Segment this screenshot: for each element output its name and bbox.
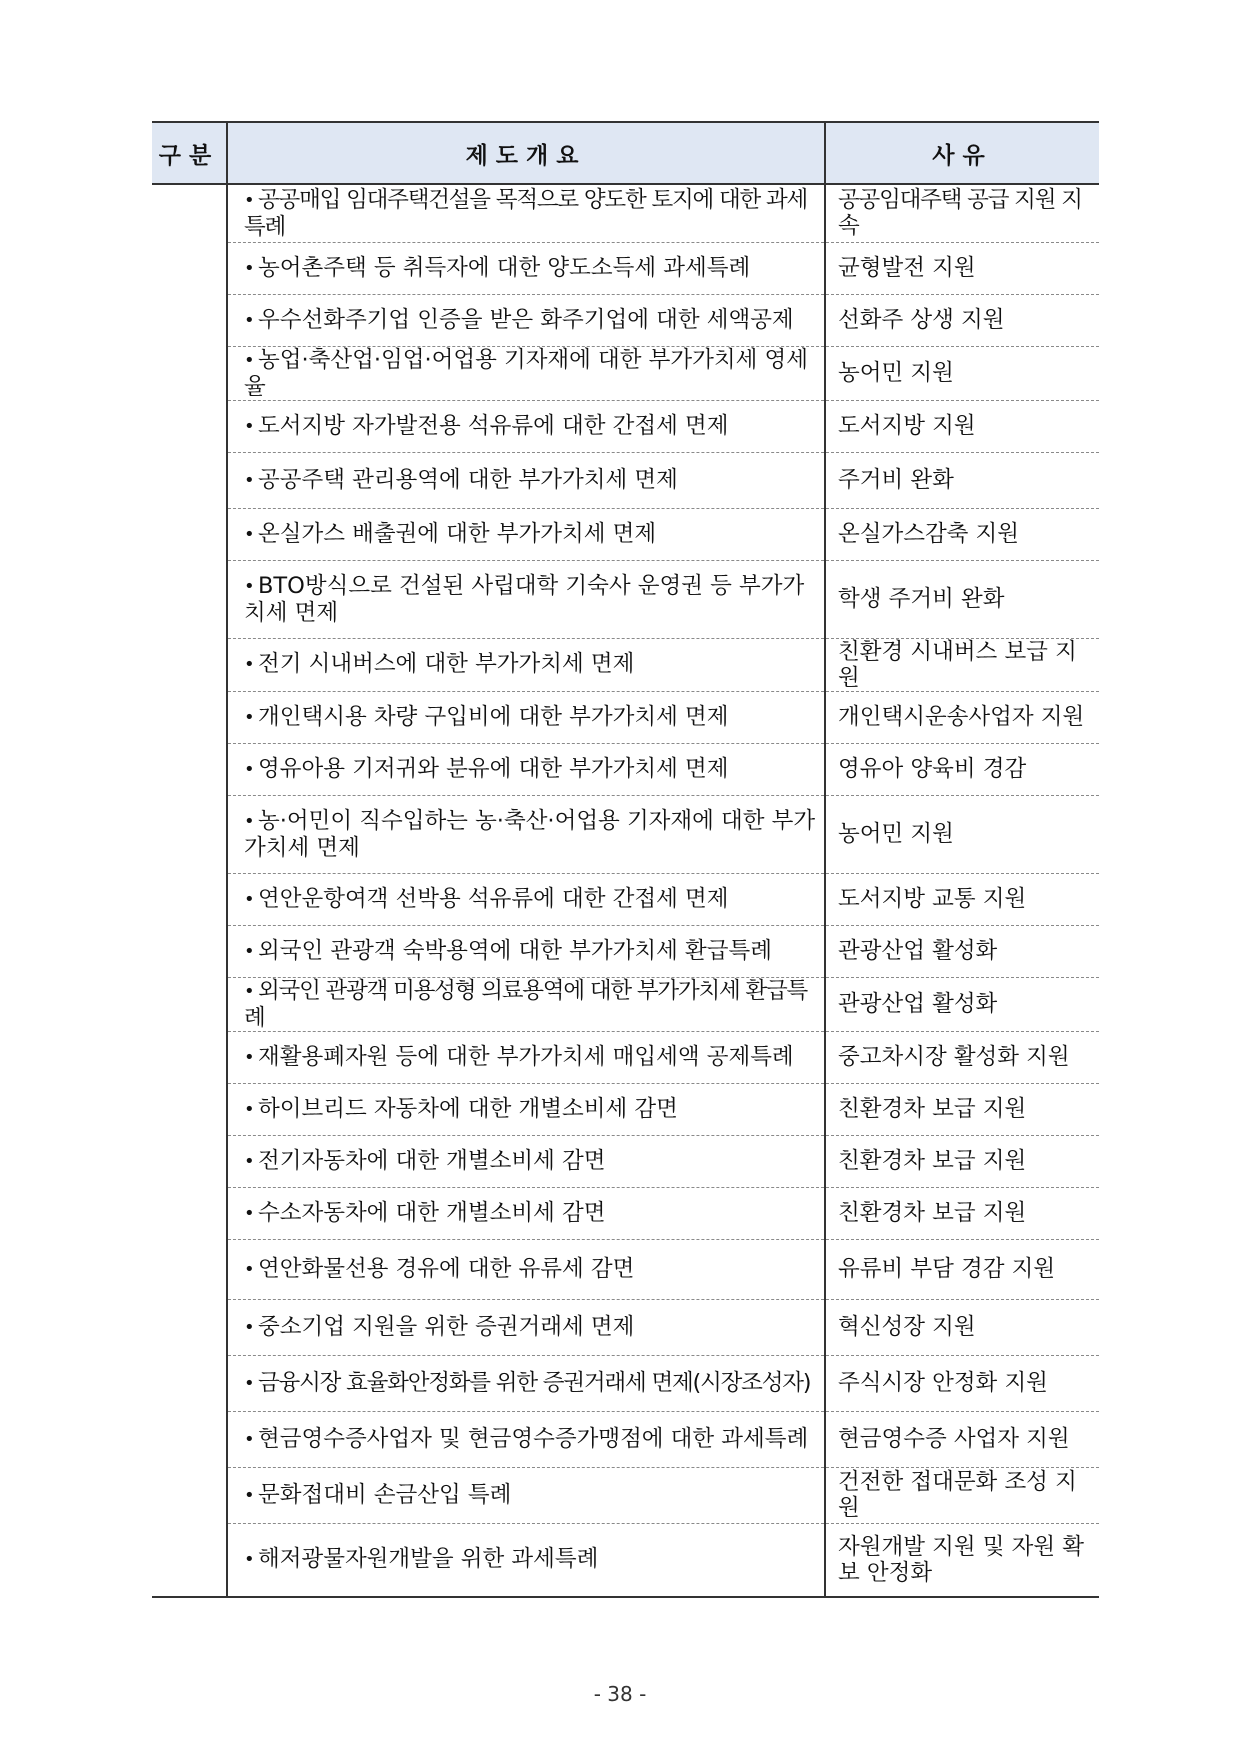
reason-text: 공공임대주택 공급 지원 지속 [838,187,1082,240]
table-row [152,242,1099,294]
table-row [152,1355,1099,1411]
reason-text: 유류비 부담 경감 지원 [838,1256,1056,1282]
bullet-icon: • [244,309,255,331]
bullet-icon: • [244,706,255,728]
reason-text: 친환경차 보급 지원 [838,1096,1027,1122]
reason-text: 학생 주거비 완화 [838,586,1005,612]
bullet-icon: • [244,257,255,279]
reason-cell [825,346,1099,400]
overview-cell [227,1031,825,1083]
reason-cell [825,242,1099,294]
bullet-icon: • [244,654,255,675]
overview-cell [227,1187,825,1239]
overview-text: 외국인 관광객 숙박용역에 대한 부가가치세 환급특례 [258,937,772,964]
table-row [152,925,1099,977]
bullet-icon: • [244,1098,255,1120]
overview-cell [227,1355,825,1411]
reason-cell [825,1187,1099,1239]
overview-text: 공공매입 임대주택건설을 목적으로 양도한 토지에 대한 과세특례 [244,186,808,240]
overview-cell [227,1467,825,1523]
bullet-icon: • [244,1046,255,1068]
overview-cell [227,1239,825,1299]
overview-text: 농어촌주택 등 취득자에 대한 양도소득세 과세특례 [258,254,751,281]
bullet-icon: • [244,888,255,910]
overview-cell [227,1411,825,1467]
table-row [152,1083,1099,1135]
reason-text: 건전한 접대문화 조성 지원 [838,1469,1077,1521]
table-row [152,1239,1099,1299]
reason-text: 농어민 지원 [838,821,954,847]
overview-text: 연안운항여객 선박용 석유류에 대한 간접세 면제 [258,885,729,912]
reason-text: 친환경차 보급 지원 [838,1148,1027,1174]
bullet-icon: • [244,575,255,597]
reason-cell [825,1523,1099,1597]
table-row [152,1299,1099,1355]
header-category: 구분 [152,122,227,184]
table-row [152,560,1099,638]
overview-text: 수소자동차에 대한 개별소비세 감면 [258,1199,606,1226]
reason-text: 자원개발 지원 및 자원 확보 안정화 [838,1533,1084,1586]
overview-cell [227,977,825,1031]
overview-cell [227,638,825,691]
reason-cell [825,1411,1099,1467]
overview-text: 중소기업 지원을 위한 증권거래세 면제 [258,1313,635,1340]
reason-text: 농어민 지원 [838,360,954,386]
reason-cell [825,1031,1099,1083]
overview-text: 공공주택 관리용역에 대한 부가가치세 면제 [258,466,678,493]
overview-text: 현금영수증사업자 및 현금영수증가맹점에 대한 과세특례 [258,1425,809,1452]
table-row [152,400,1099,452]
table-row [152,1187,1099,1239]
overview-cell [227,873,825,925]
reason-cell [825,508,1099,560]
reason-text: 온실가스감축 지원 [838,521,1020,547]
table-row [152,691,1099,743]
reason-cell [825,1299,1099,1355]
overview-cell [227,400,825,452]
reason-text: 현금영수증 사업자 지원 [838,1426,1070,1452]
table-row [152,508,1099,560]
table-row [152,873,1099,925]
overview-text: BTO방식으로 건설된 사립대학 기숙사 운영권 등 부가가치세 면제 [244,572,805,626]
overview-cell [227,1083,825,1135]
table-body [152,184,1099,1597]
overview-cell [227,184,825,242]
overview-text: 개인택시용 차량 구입비에 대한 부가가치세 면제 [258,703,729,730]
bullet-icon: • [244,189,255,211]
reason-text: 개인택시운송사업자 지원 [838,704,1085,730]
reason-cell [825,873,1099,925]
page-number: - 38 - [593,1682,647,1706]
overview-text: 우수선화주기업 인증을 받은 화주기업에 대한 세액공제 [258,306,794,333]
table-row [152,1523,1099,1597]
table-row [152,1135,1099,1187]
category-cell [152,184,227,1597]
overview-text: 문화접대비 손금산입 특례 [258,1481,512,1508]
overview-text: 영유아용 기저귀와 분유에 대한 부가가치세 면제 [258,755,729,782]
bullet-icon: • [244,980,255,1002]
reason-cell [825,1467,1099,1523]
table-row [152,184,1099,242]
reason-text: 혁신성장 지원 [838,1314,976,1340]
reason-text: 주거비 완화 [838,467,954,493]
reason-text: 도서지방 교통 지원 [838,886,1027,912]
overview-cell [227,1299,825,1355]
bullet-icon: • [244,810,255,832]
reason-text: 관광산업 활성화 [838,938,998,964]
overview-text: 전기자동차에 대한 개별소비세 감면 [258,1147,606,1174]
bullet-icon: • [244,1549,255,1571]
reason-cell [825,977,1099,1031]
table-row [152,346,1099,400]
overview-cell [227,691,825,743]
overview-text: 해저광물자원개발을 위한 과세특례 [258,1546,599,1573]
reason-cell [825,560,1099,638]
table-row [152,452,1099,508]
overview-cell [227,925,825,977]
reason-text: 주식시장 안정화 지원 [838,1370,1048,1396]
table-row [152,294,1099,346]
table-header-row [152,122,1099,184]
overview-cell [227,346,825,400]
overview-text: 연안화물선용 경유에 대한 유류세 감면 [258,1255,635,1282]
overview-cell [227,795,825,873]
reason-cell [825,638,1099,691]
bullet-icon: • [244,1258,255,1280]
reason-cell [825,1355,1099,1411]
reason-text: 선화주 상생 지원 [838,307,1005,333]
reason-text: 균형발전 지원 [838,255,976,281]
reason-cell [825,1239,1099,1299]
reason-text: 도서지방 지원 [838,413,976,439]
table-row [152,1411,1099,1467]
bullet-icon: • [244,415,255,437]
bullet-icon: • [244,1372,255,1394]
reason-cell [825,184,1099,242]
table-row [152,1467,1099,1523]
table-row [152,795,1099,873]
overview-text: 농·어민이 직수입하는 농·축산·어업용 기자재에 대한 부가가치세 면제 [244,807,816,861]
bullet-icon: • [244,1428,255,1450]
overview-text: 농업·축산업·임업·어업용 기자재에 대한 부가가치세 영세율 [244,346,808,400]
overview-text: 도서지방 자가발전용 석유류에 대한 간접세 면제 [258,412,729,439]
bullet-icon: • [244,1316,255,1338]
bullet-icon: • [244,1484,255,1506]
overview-cell [227,1523,825,1597]
reason-text: 영유아 양육비 경감 [838,756,1027,782]
tax-incentive-table [152,121,1099,1598]
reason-text: 중고차시장 활성화 지원 [838,1044,1070,1070]
overview-cell [227,294,825,346]
overview-text: 하이브리드 자동차에 대한 개별소비세 감면 [258,1095,678,1122]
header-reason: 사유 [825,122,1099,184]
bullet-icon: • [244,469,255,491]
reason-cell [825,795,1099,873]
overview-text: 외국인 관광객 미용성형 의료용역에 대한 부가가치세 환급특례 [244,977,808,1031]
reason-cell [825,925,1099,977]
overview-cell [227,560,825,638]
overview-text: 전기 시내버스에 대한 부가가치세 면제 [258,651,635,677]
table-row [152,1031,1099,1083]
reason-cell [825,1135,1099,1187]
reason-text: 친환경 시내버스 보급 지원 [838,638,1077,691]
bullet-icon: • [244,523,255,545]
reason-text: 관광산업 활성화 [838,991,998,1017]
reason-cell [825,743,1099,795]
bullet-icon: • [244,758,255,780]
overview-cell [227,452,825,508]
bullet-icon: • [244,1202,255,1224]
reason-cell [825,452,1099,508]
reason-text: 친환경차 보급 지원 [838,1200,1027,1226]
overview-cell [227,242,825,294]
overview-cell [227,1135,825,1187]
overview-text: 금융시장 효율화안정화를 위한 증권거래세 면제(시장조성자) [258,1369,811,1396]
overview-text: 재활용폐자원 등에 대한 부가가치세 매입세액 공제특례 [258,1043,794,1070]
overview-cell [227,743,825,795]
reason-cell [825,691,1099,743]
reason-cell [825,400,1099,452]
bullet-icon: • [244,940,255,962]
reason-cell [825,1083,1099,1135]
header-overview: 제도개요 [227,122,825,184]
table-row [152,638,1099,691]
overview-cell [227,508,825,560]
bullet-icon: • [244,1150,255,1172]
bullet-icon: • [244,349,255,371]
overview-text: 온실가스 배출권에 대한 부가가치세 면제 [258,520,657,547]
table-row [152,977,1099,1031]
reason-cell [825,294,1099,346]
table-row [152,743,1099,795]
